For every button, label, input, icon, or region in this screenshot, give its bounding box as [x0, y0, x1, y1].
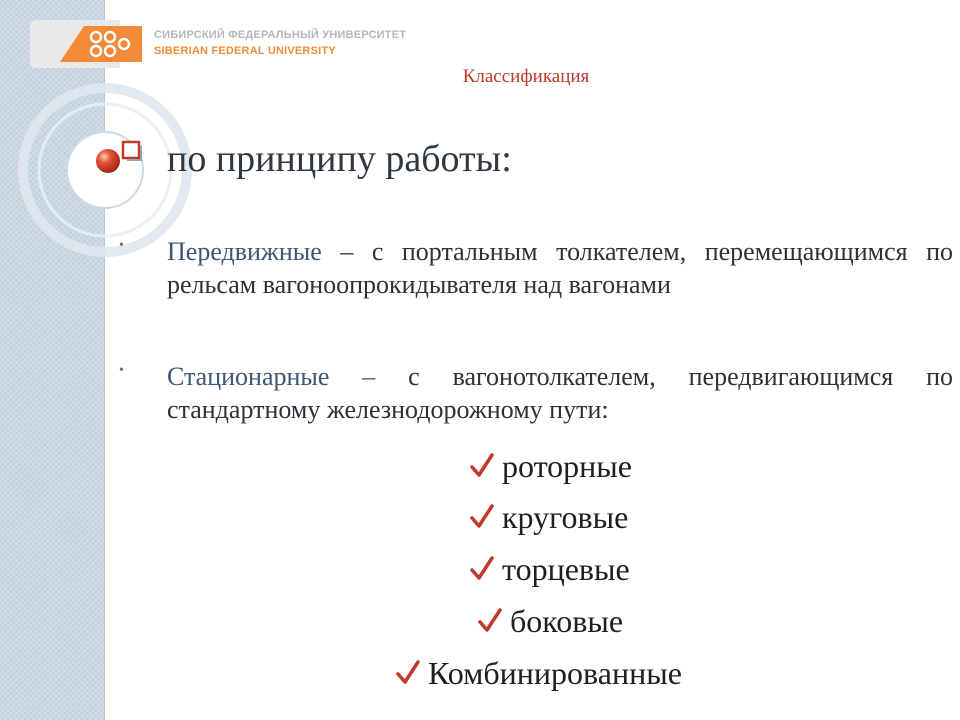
section-heading: по принципу работы: [167, 138, 512, 180]
type-label: торцевые [502, 551, 630, 587]
checkmark-icon [470, 453, 494, 479]
bullet-dot-icon: • [119, 238, 124, 253]
type-label: роторные [502, 448, 632, 484]
type-item [470, 499, 628, 536]
university-logo [30, 20, 407, 68]
red-ball-icon [95, 148, 121, 174]
checkmark-icon [396, 660, 420, 686]
checkmark-icon [470, 504, 494, 530]
list-item-stationary [167, 361, 953, 427]
bullet-dot-icon: • [119, 363, 124, 378]
item-term: Передвижные [167, 237, 322, 266]
type-item [470, 551, 630, 588]
type-label: круговые [502, 499, 629, 535]
sfu-logo-icon [60, 26, 142, 62]
logo-text-ru: СИБИРСКИЙ ФЕДЕРАЛЬНЫЙ УНИВЕРСИТЕТ [154, 29, 407, 41]
checkmark-icon [470, 556, 494, 582]
type-label: боковые [510, 603, 624, 639]
list-item-mobile [167, 236, 953, 302]
type-item [478, 603, 623, 640]
item-description: с вагонотолкателем, передвигающимся по стандартному железнодорожному пути: [167, 362, 953, 424]
type-item [470, 448, 632, 485]
checkbox-bullet-icon [121, 140, 143, 162]
type-item [396, 655, 682, 692]
slide-title: Классификация [462, 66, 590, 87]
checkmark-icon [478, 608, 502, 634]
logo-text-en: SIBERIAN FEDERAL UNIVERSITY [154, 45, 336, 57]
item-description: – с портальным толкателем, перемещающимся по рельсам вагоноопрокидывателя над вагонами [167, 237, 953, 299]
type-label: Комбинированные [428, 655, 682, 691]
item-term: Стационарные – [167, 362, 376, 391]
